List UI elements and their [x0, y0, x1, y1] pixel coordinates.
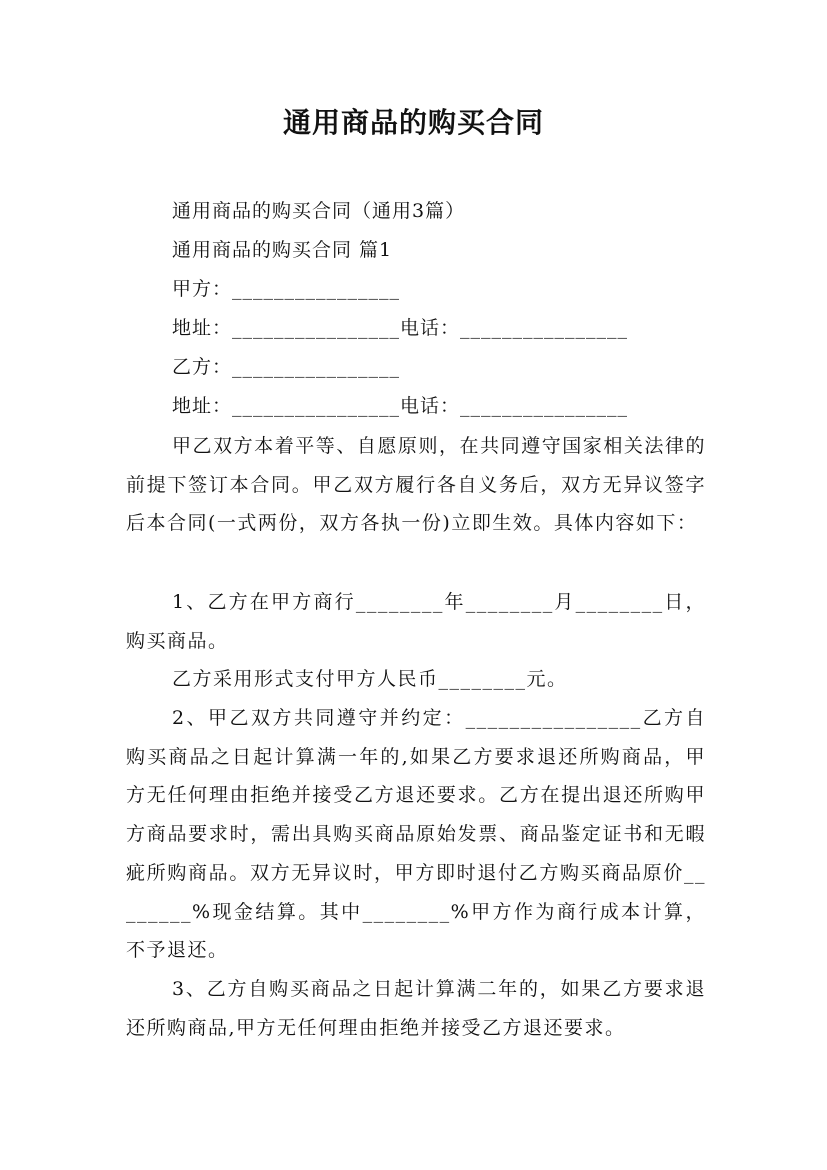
clause-1: 1、乙方在甲方商行________年________月________日，购买商品。	[126, 591, 706, 652]
clause-2: 2、甲乙双方共同遵守并约定：________________乙方自购买商品之日起计算满一年的,如果乙方要求退还所购商品，甲方无任何理由拒绝并接受乙方退还要求。乙方在提出退还所购甲方商品要求时，需出具购买商品原始发票、商品鉴定证书和无暇疵所购商品。双方无异议时，甲方即时退付乙方购买商品原价________%现金结算。其中________%甲方作为商行成本计算，不予退还。	[126, 707, 706, 962]
contract-subtitle: 通用商品的购买合同（通用3篇）	[172, 200, 466, 222]
intro-paragraph: 甲乙双方本着平等、自愿原则，在共同遵守国家相关法律的前提下签订本合同。甲乙双方履行各自义务后，双方无异议签字后本合同(一式两份，双方各执一份)立即生效。具体内容如下：	[126, 435, 706, 535]
document-title: 通用商品的购买合同	[282, 106, 544, 139]
party-b-address-phone: 地址：________________电话：________________	[172, 395, 629, 417]
payment-line: 乙方采用形式支付甲方人民币________元。	[172, 668, 568, 690]
party-a-line: 甲方：________________	[172, 278, 401, 300]
party-b-line: 乙方：________________	[172, 356, 401, 378]
party-a-address-phone: 地址：________________电话：________________	[172, 317, 629, 339]
clause-3: 3、乙方自购买商品之日起计算满二年的，如果乙方要求退还所购商品,甲方无任何理由拒绝并接受乙方退还要求。	[126, 978, 706, 1039]
section-heading: 通用商品的购买合同 篇1	[172, 239, 393, 261]
